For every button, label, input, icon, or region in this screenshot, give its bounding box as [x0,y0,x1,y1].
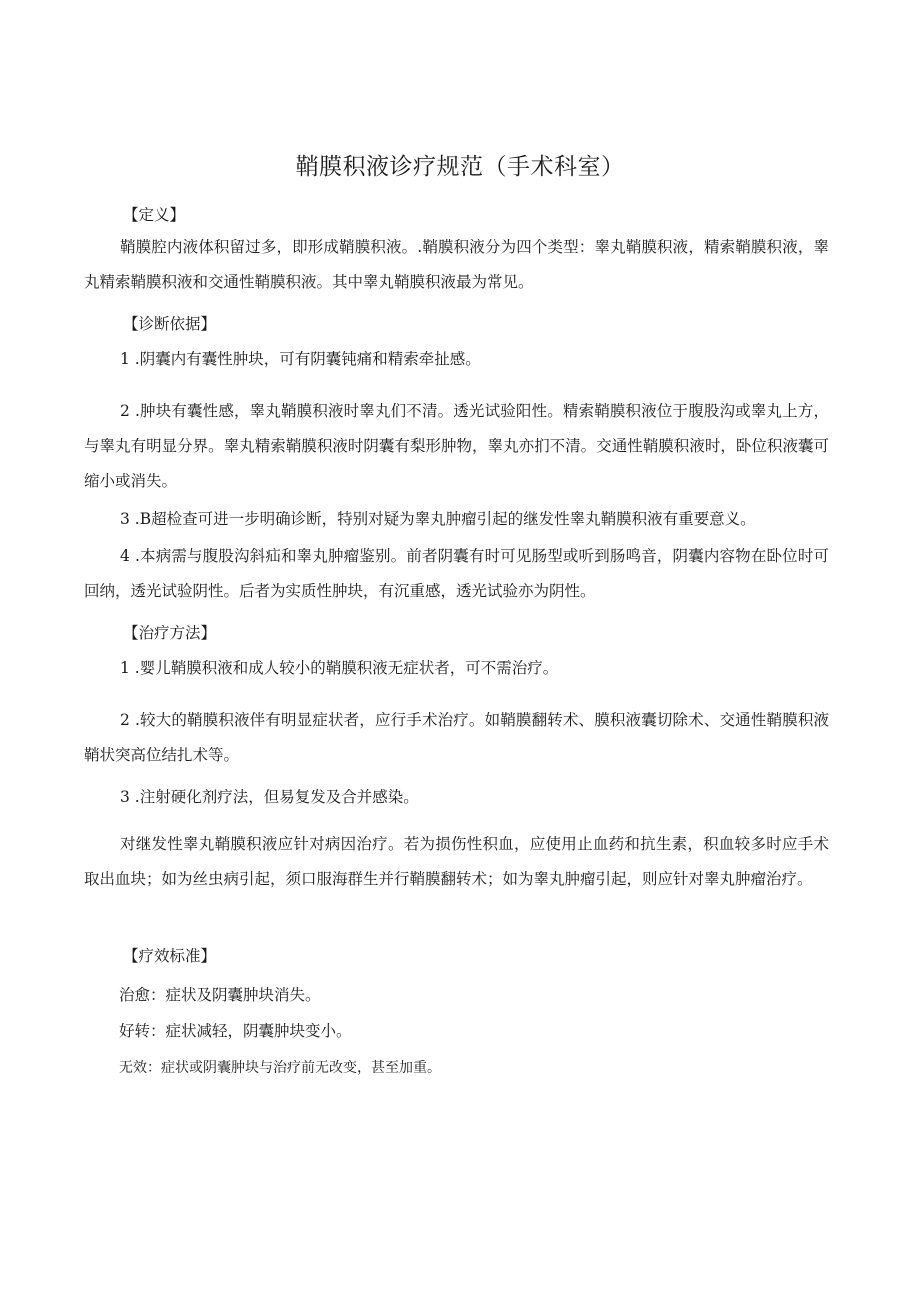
section-heading-definition: 【定义】 [123,206,186,224]
section-heading-criteria: 【疗效标准】 [123,947,217,965]
diagnosis-item-2: 2 .肿块有囊性感，睾丸鞘膜积液时睾丸们不清。透光试验阳性。精索鞘膜积液位于腹股沟或睾丸上方，与睾丸有明显分界。睾丸精索鞘膜积液时阴囊有梨形肿物，睾丸亦扪不清。交通性鞘膜积液时，卧位积液囊可缩小或消失。 [84,402,829,490]
criteria-improved: 好转：症状减轻，阴囊肿块变小。 [119,1022,352,1040]
section-heading-treatment: 【治疗方法】 [123,624,217,642]
criteria-ineffective: 无效：症状或阴囊肿块与治疗前无改变，甚至加重。 [119,1060,441,1076]
criteria-cured: 治愈：症状及阴囊肿块消失。 [119,986,321,1004]
diagnosis-item-3: 3 .B超检查可进一步明确诊断，特别对疑为睾丸肿瘤引起的继发性睾丸鞘膜积液有重要意义。 [120,510,756,528]
section-heading-diagnosis: 【诊断依据】 [123,315,217,333]
treatment-item-1: 1 .婴儿鞘膜积液和成人较小的鞘膜积液无症状者，可不需治疗。 [120,659,559,677]
treatment-item-3: 3 .注射硬化剂疗法，但易复发及合并感染。 [120,788,419,806]
treatment-secondary-paragraph: 对继发性睾丸鞘膜积液应针对病因治疗。若为损伤性积血，应使用止血药和抗生素，积血较多时应手术取出血块；如为丝虫病引起，须口服海群生并行鞘膜翻转术；如为睾丸肿瘤引起，则应针对睾丸肿瘤治疗。 [84,835,829,888]
document-title: 鞘膜积液诊疗规范（手术科室） [295,154,625,180]
treatment-item-2: 2 .较大的鞘膜积液伴有明显症状者，应行手术治疗。如鞘膜翻转术、膜积液囊切除术、交通性鞘膜积液鞘状突高位结扎术等。 [84,711,829,764]
diagnosis-item-1: 1 .阴囊内有囊性肿块，可有阴囊钝痛和精索牵扯感。 [120,350,481,368]
diagnosis-item-4: 4 .本病需与腹股沟斜疝和睾丸肿瘤鉴别。前者阴囊有时可见肠型或听到肠鸣音，阴囊内容物在卧位时可回纳，透光试验阴性。后者为实质性肿块，有沉重感，透光试验亦为阴性。 [84,547,829,600]
definition-paragraph: 鞘膜腔内液体积留过多，即形成鞘膜积液。.鞘膜积液分为四个类型：睾丸鞘膜积液，精索鞘膜积液，睾丸精索鞘膜积液和交通性鞘膜积液。其中睾丸鞘膜积液最为常见。 [84,238,829,291]
